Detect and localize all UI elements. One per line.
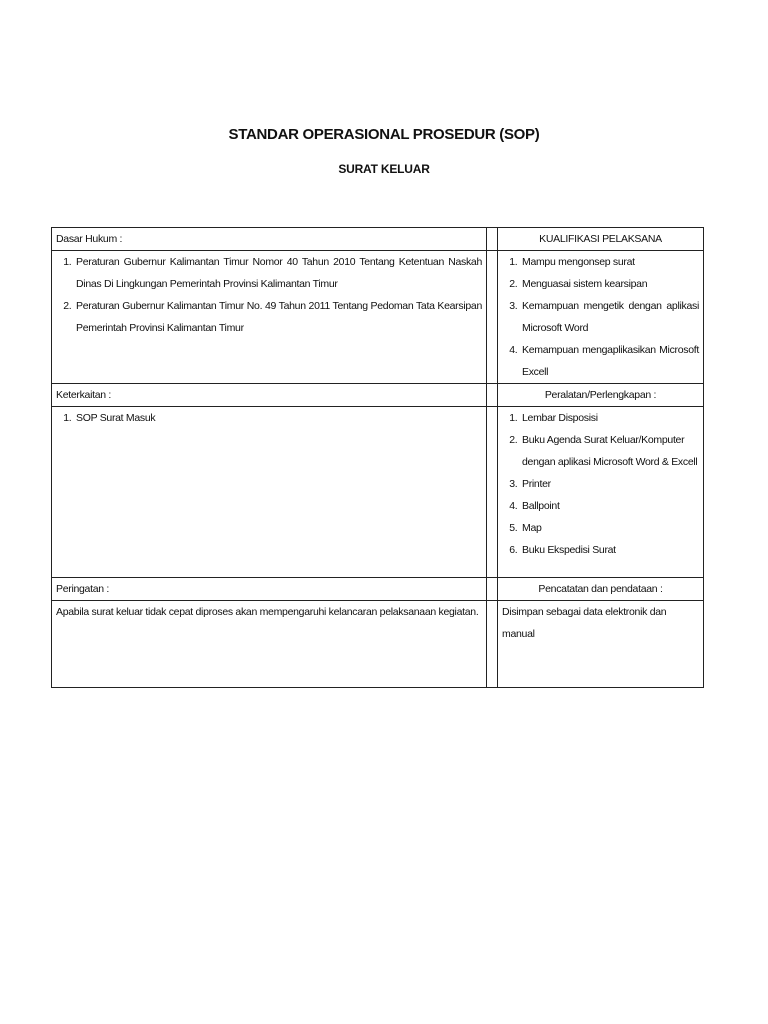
list-item: 1. Peraturan Gubernur Kalimantan Timur Nomor 40 Tahun 2010 Tentang Ketentuan Naskah Dinas Di Lingkungan Pemerintah Provinsi Kalimantan Timur: [74, 251, 482, 295]
table-row: [52, 228, 704, 251]
column-gap: [487, 384, 498, 407]
list-item: 3. Kemampuan mengetik dengan aplikasi Microsoft Word: [520, 295, 699, 339]
list-item: 4. Kemampuan mengaplikasikan Microsoft Excell: [520, 339, 699, 383]
kualifikasi-cell: [498, 251, 704, 384]
table-row: [52, 601, 704, 688]
kualifikasi-list: [502, 251, 699, 383]
peringatan-text: Apabila surat keluar tidak cepat diproses akan mempengaruhi kelancaran pelaksanaan kegiatan.: [52, 601, 487, 688]
column-gap: [487, 228, 498, 251]
pencatatan-text: Disimpan sebagai data elektronik dan manual: [498, 601, 704, 688]
table-row: [52, 407, 704, 578]
pencatatan-header: Pencatatan dan pendataan :: [498, 578, 704, 601]
list-item: 6. Buku Ekspedisi Surat: [520, 539, 699, 561]
list-item: 2. Buku Agenda Surat Keluar/Komputer dengan aplikasi Microsoft Word & Excell: [520, 429, 699, 473]
dasar-hukum-list: [56, 251, 482, 339]
table-row: [52, 251, 704, 384]
document-title: STANDAR OPERASIONAL PROSEDUR (SOP): [228, 126, 540, 143]
table-row: [52, 578, 704, 601]
list-item: 5. Map: [520, 517, 699, 539]
column-gap: [487, 578, 498, 601]
column-gap: [487, 407, 498, 578]
peralatan-cell: [498, 407, 704, 578]
list-item: 1. SOP Surat Masuk: [74, 407, 482, 429]
keterkaitan-header: Keterkaitan :: [52, 384, 487, 407]
column-gap: [487, 251, 498, 384]
sop-table: [51, 227, 704, 688]
list-item: 3. Printer: [520, 473, 699, 495]
column-gap: [487, 601, 498, 688]
table-row: [52, 384, 704, 407]
dasar-hukum-cell: [52, 251, 487, 384]
list-item: 2. Menguasai sistem kearsipan: [520, 273, 699, 295]
keterkaitan-cell: [52, 407, 487, 578]
list-item: 1. Mampu mengonsep surat: [520, 251, 699, 273]
list-item: 2. Peraturan Gubernur Kalimantan Timur No. 49 Tahun 2011 Tentang Pedoman Tata Kearsipan Pemerintah Provinsi Kalimantan Timur: [74, 295, 482, 339]
peringatan-header: Peringatan :: [52, 578, 487, 601]
list-item: 4. Ballpoint: [520, 495, 699, 517]
kualifikasi-header: KUALIFIKASI PELAKSANA: [498, 228, 704, 251]
list-item: 1. Lembar Disposisi: [520, 407, 699, 429]
dasar-hukum-header: Dasar Hukum :: [52, 228, 487, 251]
peralatan-list: [502, 407, 699, 561]
keterkaitan-list: [56, 407, 482, 429]
peralatan-header: Peralatan/Perlengkapan :: [498, 384, 704, 407]
document-subtitle: SURAT KELUAR: [338, 162, 430, 176]
